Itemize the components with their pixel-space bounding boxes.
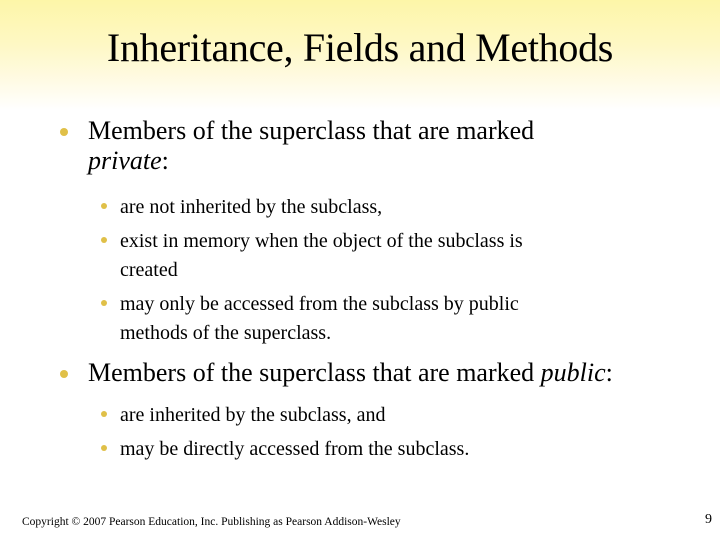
keyword-public: public	[540, 358, 606, 387]
sub-bullet-dot-icon	[101, 237, 107, 243]
sub-bullet-dot-icon	[101, 445, 107, 451]
slide-title: Inheritance, Fields and Methods	[106, 25, 614, 70]
keyword-private: private	[88, 146, 162, 175]
sub-bullet-accessed-by-public	[120, 290, 519, 348]
sub-bullet-text: may be directly accessed from the subclass.	[120, 438, 470, 460]
bullet-public-line1	[88, 358, 613, 388]
sub-bullet-directly-accessed	[120, 435, 469, 464]
sub-bullet-text: are inherited by the subclass, and	[120, 404, 386, 426]
sub-bullet-dot-icon	[101, 203, 107, 209]
sub-bullet-dot-icon	[101, 411, 107, 417]
bullet-public-lead: Members of the superclass that are marked	[88, 358, 535, 387]
bullet-dot-icon	[60, 128, 68, 136]
bullet-dot-icon	[60, 370, 68, 378]
sub-bullet-not-inherited	[120, 193, 382, 222]
bullet-private-colon: :	[161, 146, 169, 175]
page-number: 9	[705, 512, 712, 527]
sub-bullet-text-cont: created	[120, 259, 178, 281]
sub-bullet-text: are not inherited by the subclass,	[120, 196, 383, 218]
sub-bullet-exist-in-memory	[120, 227, 523, 285]
bullet-private-line1: Members of the superclass that are marked	[88, 116, 535, 145]
bullet-private-line2	[88, 146, 534, 176]
bullet-public	[88, 358, 613, 388]
bullet-private	[88, 116, 534, 176]
sub-bullet-text: may only be accessed from the subclass by public	[120, 293, 519, 315]
sub-bullet-text: exist in memory when the object of the subclass is	[120, 230, 523, 252]
bullet-public-colon: :	[605, 358, 613, 387]
sub-bullet-text-cont: methods of the superclass.	[120, 322, 332, 344]
sub-bullet-are-inherited	[120, 401, 385, 430]
copyright-footer: Copyright © 2007 Pearson Education, Inc. Publishing as Pearson Addison-Wesley	[22, 516, 401, 528]
sub-bullet-dot-icon	[101, 300, 107, 306]
